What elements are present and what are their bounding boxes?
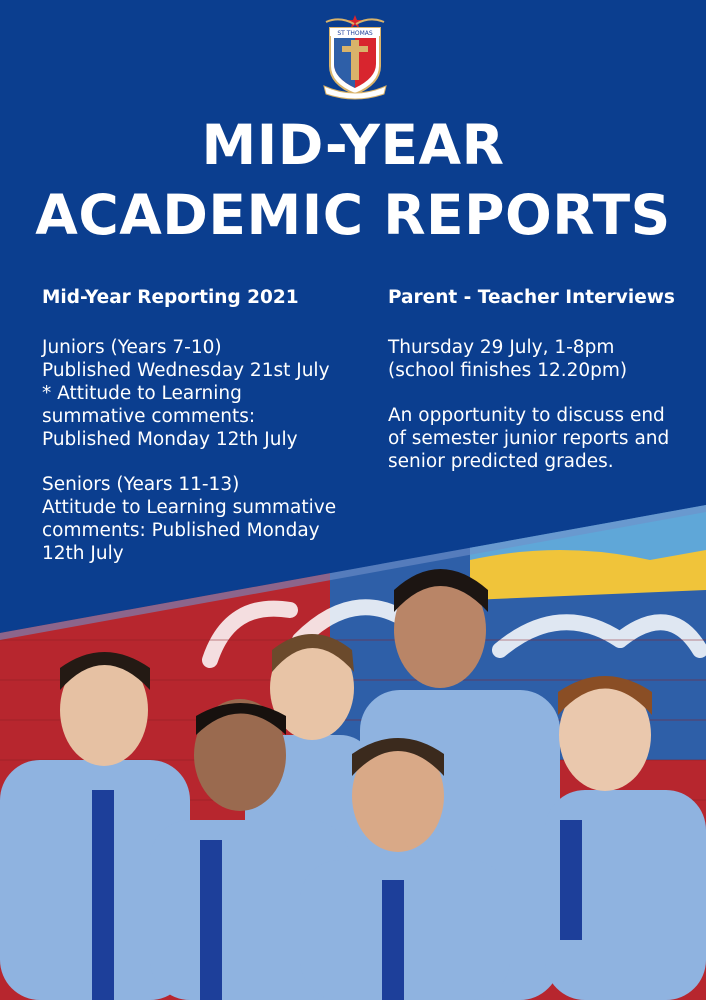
juniors-text: Juniors (Years 7-10) Published Wednesday 21st July * Attitude to Learning summative comments: Published Monday 12th July: [42, 337, 330, 450]
reporting-section: [42, 287, 362, 587]
page-title-line1: MID-YEAR: [201, 113, 505, 177]
school-crest-icon: [320, 14, 390, 100]
reporting-heading: Mid-Year Reporting 2021: [42, 287, 299, 308]
seniors-text: Seniors (Years 11-13) Attitude to Learning summative comments: Published Monday 12th July: [42, 474, 337, 564]
svg-text:ST THOMAS: ST THOMAS: [337, 30, 373, 37]
interview-date-text: Thursday 29 July, 1-8pm (school finishes 12.20pm): [388, 337, 628, 381]
interviews-heading: Parent - Teacher Interviews: [388, 287, 675, 308]
interviews-section: [388, 287, 688, 495]
interview-description: An opportunity to discuss end of semester junior reports and senior predicted grades.: [388, 405, 670, 472]
page-title-line2: ACADEMIC REPORTS: [35, 183, 671, 247]
